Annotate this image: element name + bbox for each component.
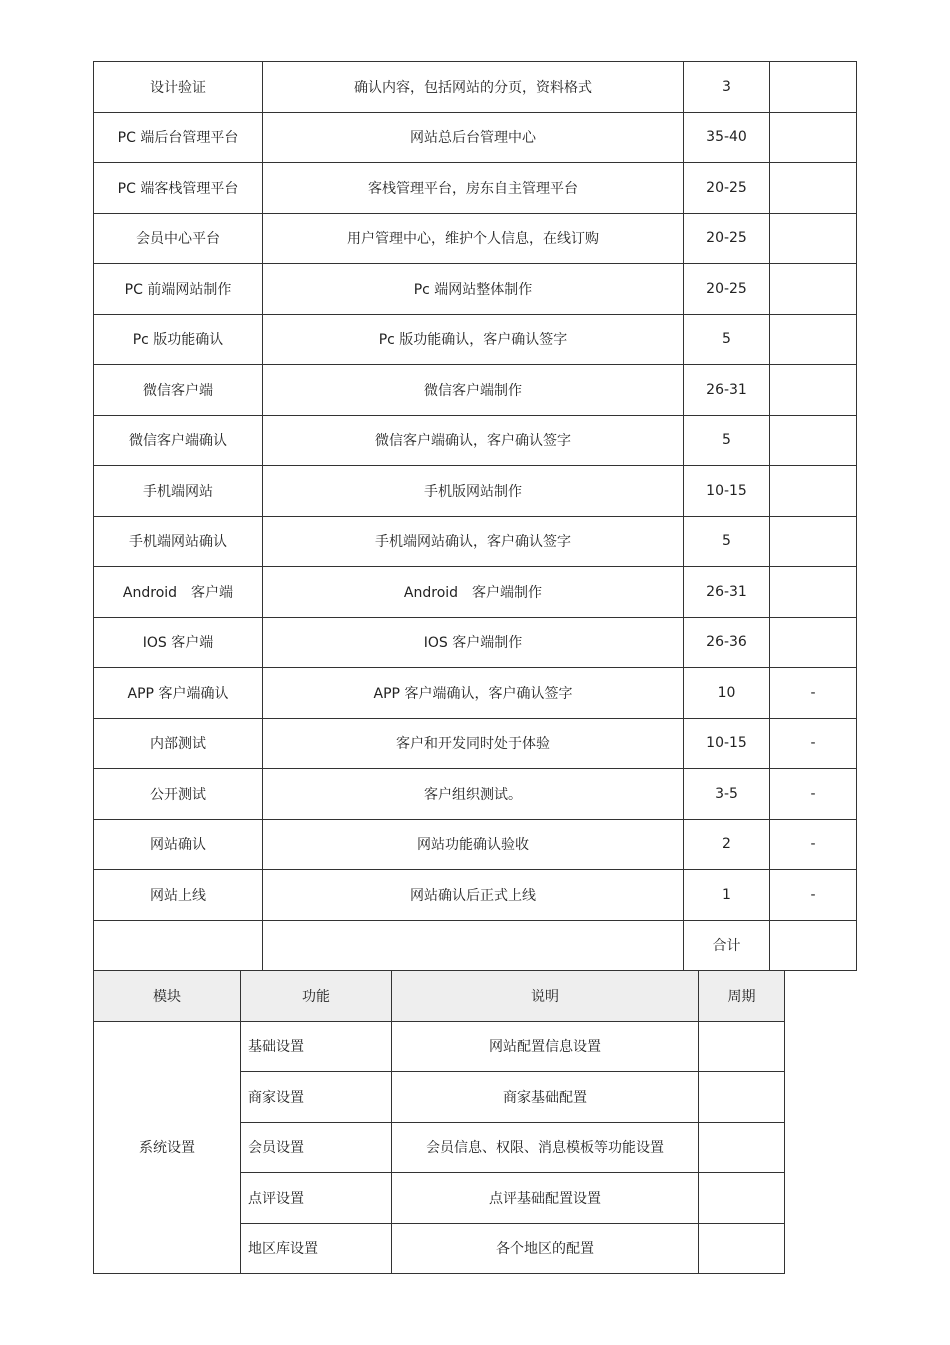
schedule-cell-days: 35-40 xyxy=(684,112,770,163)
schedule-cell-days: 20-25 xyxy=(684,213,770,264)
schedule-cell-desc: 手机版网站制作 xyxy=(263,466,684,517)
schedule-cell-item: 会员中心平台 xyxy=(94,213,263,264)
header-period: 周期 xyxy=(699,971,785,1022)
schedule-cell-note xyxy=(770,516,857,567)
schedule-cell-note xyxy=(770,466,857,517)
header-module: 模块 xyxy=(94,971,241,1022)
schedule-cell-note xyxy=(770,920,857,971)
table-row xyxy=(94,466,857,517)
schedule-cell-item: PC 端后台管理平台 xyxy=(94,112,263,163)
schedule-cell-desc: 确认内容，包括网站的分页，资料格式 xyxy=(263,62,684,113)
table-row xyxy=(94,163,857,214)
table-row xyxy=(94,668,857,719)
schedule-cell-days: 1 xyxy=(684,870,770,921)
table-row xyxy=(94,314,857,365)
table-row xyxy=(94,870,857,921)
schedule-cell-days: 3 xyxy=(684,62,770,113)
module-cell-function: 地区库设置 xyxy=(241,1223,392,1274)
schedule-cell-days: 26-36 xyxy=(684,617,770,668)
schedule-cell-desc: Pc 版功能确认，客户确认签字 xyxy=(263,314,684,365)
schedule-cell-desc: Pc 端网站整体制作 xyxy=(263,264,684,315)
schedule-cell-item: Pc 版功能确认 xyxy=(94,314,263,365)
schedule-cell-days: 10 xyxy=(684,668,770,719)
schedule-cell-desc xyxy=(263,920,684,971)
module-header-row xyxy=(94,971,785,1022)
schedule-cell-desc: 微信客户端制作 xyxy=(263,365,684,416)
schedule-cell-item xyxy=(94,920,263,971)
schedule-cell-desc: 客户和开发同时处于体验 xyxy=(263,718,684,769)
module-cell-description: 网站配置信息设置 xyxy=(392,1021,699,1072)
schedule-cell-days: 20-25 xyxy=(684,264,770,315)
module-cell-description: 各个地区的配置 xyxy=(392,1223,699,1274)
schedule-cell-note xyxy=(770,163,857,214)
schedule-cell-desc: 用户管理中心，维护个人信息，在线订购 xyxy=(263,213,684,264)
schedule-cell-desc: 微信客户端确认，客户确认签字 xyxy=(263,415,684,466)
schedule-cell-item: 设计验证 xyxy=(94,62,263,113)
module-cell-function: 点评设置 xyxy=(241,1173,392,1224)
schedule-cell-item: IOS 客户端 xyxy=(94,617,263,668)
schedule-cell-days: 26-31 xyxy=(684,567,770,618)
module-cell-period xyxy=(699,1122,785,1173)
schedule-table xyxy=(93,61,857,971)
schedule-cell-item: PC 前端网站制作 xyxy=(94,264,263,315)
schedule-cell-days: 3-5 xyxy=(684,769,770,820)
schedule-cell-item: 微信客户端 xyxy=(94,365,263,416)
schedule-cell-desc: APP 客户端确认，客户确认签字 xyxy=(263,668,684,719)
schedule-cell-days: 10-15 xyxy=(684,466,770,517)
schedule-cell-desc: 客户组织测试。 xyxy=(263,769,684,820)
schedule-cell-item: 手机端网站 xyxy=(94,466,263,517)
table-row xyxy=(94,769,857,820)
table-row xyxy=(94,62,857,113)
schedule-cell-item: 网站上线 xyxy=(94,870,263,921)
schedule-cell-days: 5 xyxy=(684,415,770,466)
table-row xyxy=(94,213,857,264)
header-function: 功能 xyxy=(241,971,392,1022)
table-row xyxy=(94,920,857,971)
schedule-cell-days: 5 xyxy=(684,516,770,567)
table-row xyxy=(94,617,857,668)
schedule-cell-item: 微信客户端确认 xyxy=(94,415,263,466)
table-row xyxy=(94,112,857,163)
schedule-cell-item: 内部测试 xyxy=(94,718,263,769)
schedule-cell-note xyxy=(770,62,857,113)
schedule-cell-note: - xyxy=(770,668,857,719)
schedule-cell-desc: 网站功能确认验收 xyxy=(263,819,684,870)
module-cell-description: 会员信息、权限、消息模板等功能设置 xyxy=(392,1122,699,1173)
schedule-cell-item: Android 客户端 xyxy=(94,567,263,618)
schedule-cell-note xyxy=(770,112,857,163)
table-row xyxy=(94,516,857,567)
table-row xyxy=(94,264,857,315)
schedule-cell-desc: IOS 客户端制作 xyxy=(263,617,684,668)
table-row xyxy=(94,1021,785,1072)
schedule-cell-desc: Android 客户端制作 xyxy=(263,567,684,618)
schedule-cell-days: 合计 xyxy=(684,920,770,971)
schedule-cell-note xyxy=(770,567,857,618)
table-row xyxy=(94,365,857,416)
schedule-cell-days: 5 xyxy=(684,314,770,365)
table-row xyxy=(94,415,857,466)
module-cell-function: 商家设置 xyxy=(241,1072,392,1123)
module-cell-period xyxy=(699,1173,785,1224)
module-cell-period xyxy=(699,1223,785,1274)
schedule-cell-note xyxy=(770,365,857,416)
schedule-cell-desc: 网站总后台管理中心 xyxy=(263,112,684,163)
schedule-cell-desc: 网站确认后正式上线 xyxy=(263,870,684,921)
schedule-body xyxy=(94,62,857,971)
schedule-cell-item: 网站确认 xyxy=(94,819,263,870)
schedule-cell-item: 手机端网站确认 xyxy=(94,516,263,567)
schedule-cell-note xyxy=(770,264,857,315)
module-table xyxy=(93,970,785,1274)
module-body xyxy=(94,1021,785,1274)
schedule-cell-item: PC 端客栈管理平台 xyxy=(94,163,263,214)
module-cell-period xyxy=(699,1072,785,1123)
module-cell-function: 会员设置 xyxy=(241,1122,392,1173)
schedule-cell-note xyxy=(770,314,857,365)
schedule-cell-note xyxy=(770,213,857,264)
module-cell-function: 基础设置 xyxy=(241,1021,392,1072)
table-row xyxy=(94,819,857,870)
schedule-cell-note: - xyxy=(770,870,857,921)
schedule-cell-days: 2 xyxy=(684,819,770,870)
module-group-cell: 系统设置 xyxy=(94,1021,241,1274)
module-cell-description: 点评基础配置设置 xyxy=(392,1173,699,1224)
schedule-cell-days: 10-15 xyxy=(684,718,770,769)
schedule-cell-desc: 手机端网站确认，客户确认签字 xyxy=(263,516,684,567)
schedule-cell-days: 26-31 xyxy=(684,365,770,416)
schedule-cell-note: - xyxy=(770,769,857,820)
schedule-cell-item: 公开测试 xyxy=(94,769,263,820)
header-description: 说明 xyxy=(392,971,699,1022)
table-row xyxy=(94,567,857,618)
schedule-cell-note xyxy=(770,415,857,466)
table-row xyxy=(94,718,857,769)
schedule-cell-days: 20-25 xyxy=(684,163,770,214)
schedule-cell-note: - xyxy=(770,718,857,769)
module-cell-description: 商家基础配置 xyxy=(392,1072,699,1123)
schedule-cell-desc: 客栈管理平台，房东自主管理平台 xyxy=(263,163,684,214)
module-cell-period xyxy=(699,1021,785,1072)
schedule-cell-note xyxy=(770,617,857,668)
schedule-cell-item: APP 客户端确认 xyxy=(94,668,263,719)
schedule-cell-note: - xyxy=(770,819,857,870)
